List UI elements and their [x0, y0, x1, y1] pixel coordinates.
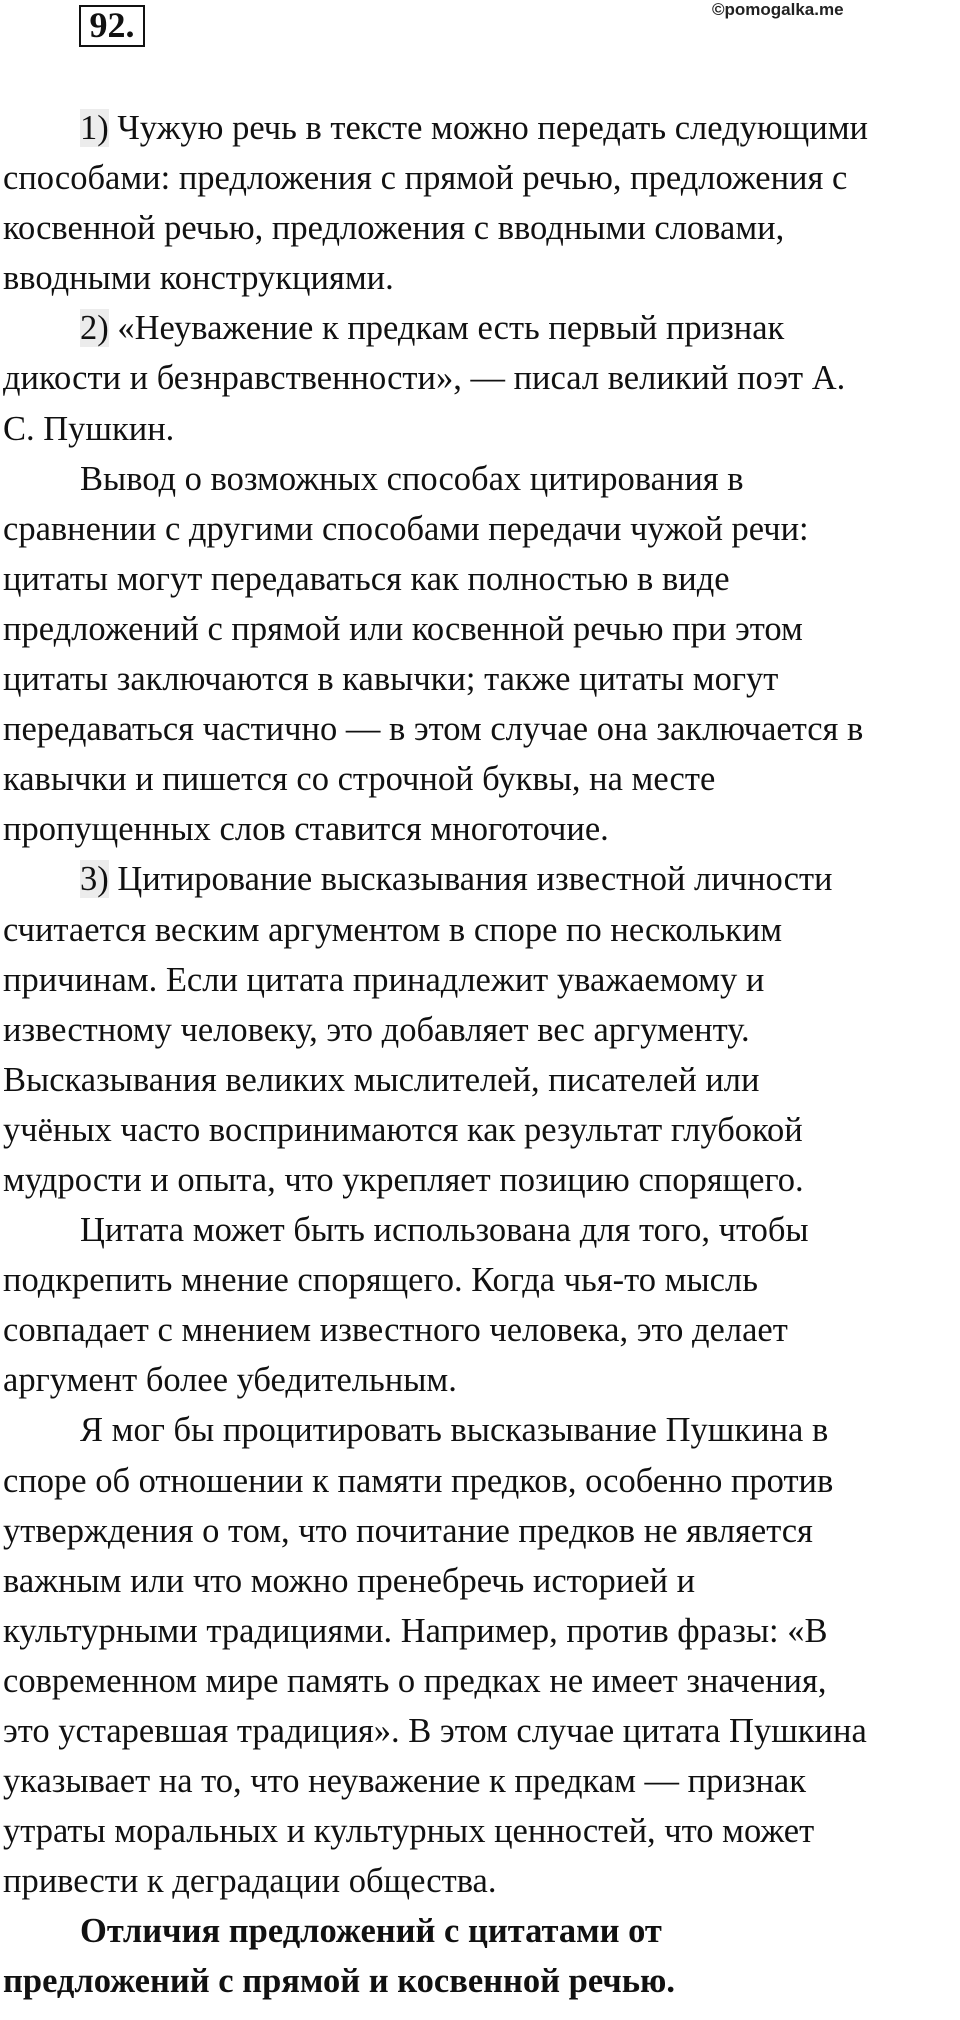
paragraph-line: совпадает с мнением известного человека, это делает	[3, 1311, 788, 1350]
paragraph-line: Чужую речь в тексте можно передать следующими	[108, 109, 869, 147]
paragraph-line: привести к деградации общества.	[3, 1862, 497, 1901]
paragraph-line: С. Пушкин.	[3, 409, 175, 448]
paragraph-line: Я мог бы процитировать высказывание Пушкина в	[80, 1411, 829, 1450]
paragraph-line: аргумент более убедительным.	[3, 1361, 457, 1400]
paragraph-line: Цитирование высказывания известной личности	[108, 860, 833, 899]
task-number-box	[79, 5, 145, 47]
paragraph-line: учёных часто воспринимаются как результат глубокой	[3, 1110, 803, 1149]
paragraph-line: современном мире память о предках не имеет значения,	[3, 1661, 827, 1700]
paragraph-4	[3, 854, 960, 1205]
task-number: 92.	[89, 5, 135, 45]
item-marker-2: 2)	[80, 309, 109, 348]
paragraph-line: Вывод о возможных способах цитирования в	[80, 459, 744, 498]
paragraph-line: подкрепить мнение спорящего. Когда чья-то мысль	[3, 1261, 758, 1300]
item-marker-1: 1)	[80, 109, 109, 147]
paragraph-line: утраты моральных и культурных ценностей, что может	[3, 1812, 815, 1851]
paragraph-line: пропущенных слов ставится многоточие.	[3, 810, 609, 849]
paragraph-1	[3, 103, 960, 303]
paragraph-line: Высказывания великих мыслителей, писателей или	[3, 1060, 760, 1099]
paragraph-line: указывает на то, что неуважение к предкам — признак	[3, 1762, 807, 1801]
paragraph-2	[3, 303, 960, 453]
watermark: ©pomogalka.me	[712, 0, 844, 19]
paragraph-line: вводными конструкциями.	[3, 259, 394, 298]
paragraph-5	[3, 1205, 960, 1405]
paragraph-line: «Неуважение к предкам есть первый признак	[108, 309, 785, 348]
paragraph-line: способами: предложения с прямой речью, предложения с	[3, 159, 848, 198]
paragraph-3	[3, 454, 960, 855]
paragraph-line: причинам. Если цитата принадлежит уважаемому и	[3, 960, 765, 999]
paragraph-line: косвенной речью, предложения с вводными словами,	[3, 209, 785, 248]
paragraph-line: дикости и безнравственности», — писал великий поэт А.	[3, 359, 846, 398]
paragraph-line: предложений с прямой или косвенной речью при этом	[3, 609, 803, 648]
paragraph-line: кавычки и пишется со строчной буквы, на месте	[3, 760, 716, 799]
paragraph-line: Цитата может быть использована для того, чтобы	[80, 1211, 809, 1250]
item-marker-3: 3)	[80, 860, 109, 899]
paragraph-line: споре об отношении к памяти предков, особенно против	[3, 1461, 834, 1500]
paragraph-line: передаваться частично — в этом случае она заключается в	[3, 710, 864, 749]
section-heading	[3, 1906, 960, 2006]
paragraph-line: цитаты могут передаваться как полностью в виде	[3, 559, 730, 598]
document-body	[3, 103, 960, 2007]
paragraph-line: цитаты заключаются в кавычки; также цитаты могут	[3, 660, 779, 699]
paragraph-line: считается веским аргументом в споре по нескольким	[3, 910, 783, 949]
paragraph-line: культурными традициями. Например, против фразы: «В	[3, 1611, 828, 1650]
paragraph-line: сравнении с другими способами передачи чужой речи:	[3, 509, 809, 548]
paragraph-line: утверждения о том, что почитание предков не является	[3, 1511, 813, 1550]
paragraph-line: важным или что можно пренебречь историей и	[3, 1561, 696, 1600]
heading-line: предложений с прямой и косвенной речью.	[3, 1962, 675, 2001]
paragraph-line: это устаревшая традиция». В этом случае цитата Пушкина	[3, 1712, 867, 1750]
paragraph-line: мудрости и опыта, что укрепляет позицию спорящего.	[3, 1160, 804, 1199]
heading-line: Отличия предложений с цитатами от	[80, 1912, 662, 1951]
paragraph-6	[3, 1405, 960, 1906]
paragraph-line: известному человеку, это добавляет вес аргументу.	[3, 1010, 750, 1049]
